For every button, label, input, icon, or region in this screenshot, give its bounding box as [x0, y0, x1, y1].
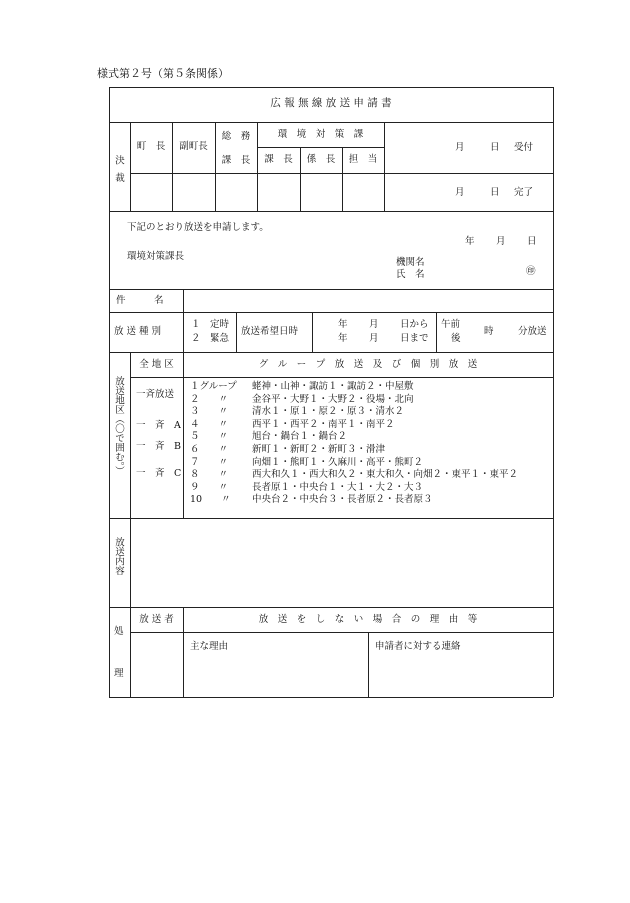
processing-label-1: 処 — [114, 626, 124, 637]
group-areas: 西平１・西平２・南平１・南平２ — [252, 418, 395, 430]
broadcaster-label: 放 送 者 — [139, 614, 174, 625]
broadcast-type-label: 放 送 種 別 — [114, 326, 162, 337]
name-label: 氏 名 — [396, 269, 425, 280]
frame-right — [553, 87, 554, 697]
request-text: 下記のとおり放送を申請します。 — [127, 222, 269, 233]
minute-label: 分放送 — [518, 326, 547, 337]
received-label: 受付 — [514, 142, 534, 153]
group-number[interactable]: ２ 〃 — [190, 393, 229, 405]
completed-month: 月 — [455, 187, 465, 198]
kessai-label: 決裁 — [113, 155, 124, 190]
completed-label: 完了 — [514, 187, 534, 198]
somu-label: 総 務 — [221, 131, 251, 142]
gozen-label[interactable]: 午前 — [441, 319, 461, 330]
group-header: グ ル ー プ 放 送 及 び 個 別 放 送 — [258, 359, 478, 370]
issei-b-option[interactable]: 一 斉 B — [136, 441, 181, 452]
gogo-label[interactable]: 後 — [451, 333, 461, 344]
issei-option[interactable]: 一斉放送 — [136, 389, 175, 400]
group-number[interactable]: ３ 〃 — [190, 406, 229, 418]
desired-date-label: 放送希望日時 — [241, 326, 299, 337]
type-option-teiji[interactable]: １ 定時 — [191, 319, 230, 330]
group-areas: 旭台・鍋台１・鍋台２ — [252, 431, 348, 443]
request-month: 月 — [496, 236, 506, 247]
received-month: 月 — [455, 142, 465, 153]
subject-label: 件 名 — [116, 295, 164, 306]
issei-a-option[interactable]: 一 斉 A — [136, 420, 181, 431]
frame-left — [109, 87, 110, 697]
content-label: 放送内容 — [113, 537, 124, 575]
from-label: 日から — [400, 319, 429, 330]
group-number[interactable]: ５ 〃 — [190, 431, 229, 443]
to-label: 日まで — [400, 333, 429, 344]
fukuchocho-label: 副町長 — [179, 141, 208, 152]
from-year: 年 — [338, 319, 348, 330]
processing-label-2: 理 — [114, 668, 124, 679]
hour-label: 時 — [484, 326, 494, 337]
group-areas: 清水１・原１・原２・原３・清水２ — [252, 406, 405, 418]
frame-top — [109, 87, 553, 88]
chocho-label: 町 長 — [136, 141, 166, 152]
form-id: 様式第２号（第５条関係） — [97, 67, 229, 80]
group-number[interactable]: ８ 〃 — [190, 469, 229, 481]
main-reason-label: 主な理由 — [190, 641, 229, 652]
kakaricho-label: 係 長 — [306, 154, 336, 165]
frame-bottom — [109, 697, 553, 698]
group-areas: 長者原１・中央台１・大１・大２・大３ — [252, 481, 424, 493]
group-number[interactable]: ６ 〃 — [190, 444, 229, 455]
area-label: 放送地区（〇で囲む。） — [113, 376, 124, 476]
group-number[interactable]: １グループ — [190, 381, 237, 392]
group-areas: 蛯神・山神・諏訪１・諏訪２・中屋敷 — [252, 381, 414, 392]
addressee: 環境対策課長 — [127, 251, 185, 262]
zenchiku-option[interactable]: 全 地 区 — [139, 359, 174, 370]
completed-day: 日 — [490, 187, 500, 198]
group-areas: 西大和久１・西大和久２・東大和久・向畑２・東平１・東平２ — [252, 469, 519, 481]
request-day: 日 — [527, 236, 537, 247]
issei-c-option[interactable]: 一 斉 C — [136, 468, 182, 479]
contact-label: 申請者に対する連絡 — [375, 641, 461, 652]
org-label: 機関名 — [396, 257, 425, 268]
group-number[interactable]: ７ 〃 — [190, 456, 229, 468]
group-number[interactable]: 10 〃 — [190, 494, 231, 506]
to-year: 年 — [338, 333, 348, 344]
kankyo-label: 環 境 対 策 課 — [277, 129, 364, 140]
group-areas: 新町１・新町２・新町３・滑津 — [252, 444, 386, 455]
reason-header: 放 送 を し な い 場 合 の 理 由 等 — [258, 614, 478, 625]
somu-kacho-label: 課 長 — [221, 155, 251, 166]
tanto-label: 担 当 — [348, 154, 378, 165]
group-number[interactable]: ９ 〃 — [190, 481, 229, 493]
type-option-kinkyu[interactable]: ２ 緊急 — [191, 333, 230, 344]
group-areas: 中央台２・中央台３・長者原２・長者原３ — [252, 494, 433, 506]
received-day: 日 — [490, 142, 500, 153]
page-title: 広 報 無 線 放 送 申 請 書 — [270, 97, 392, 109]
request-year: 年 — [465, 236, 475, 247]
group-number[interactable]: ４ 〃 — [190, 418, 229, 430]
from-month: 月 — [369, 319, 379, 330]
group-areas: 金谷平・大野１・大野２・役場・北向 — [252, 393, 414, 405]
kacho-label: 課 長 — [264, 154, 293, 165]
seal-mark: ㊞ — [526, 266, 536, 277]
group-areas: 向畑１・熊町１・久麻川・高平・熊町２ — [252, 456, 424, 468]
to-month: 月 — [369, 333, 379, 344]
